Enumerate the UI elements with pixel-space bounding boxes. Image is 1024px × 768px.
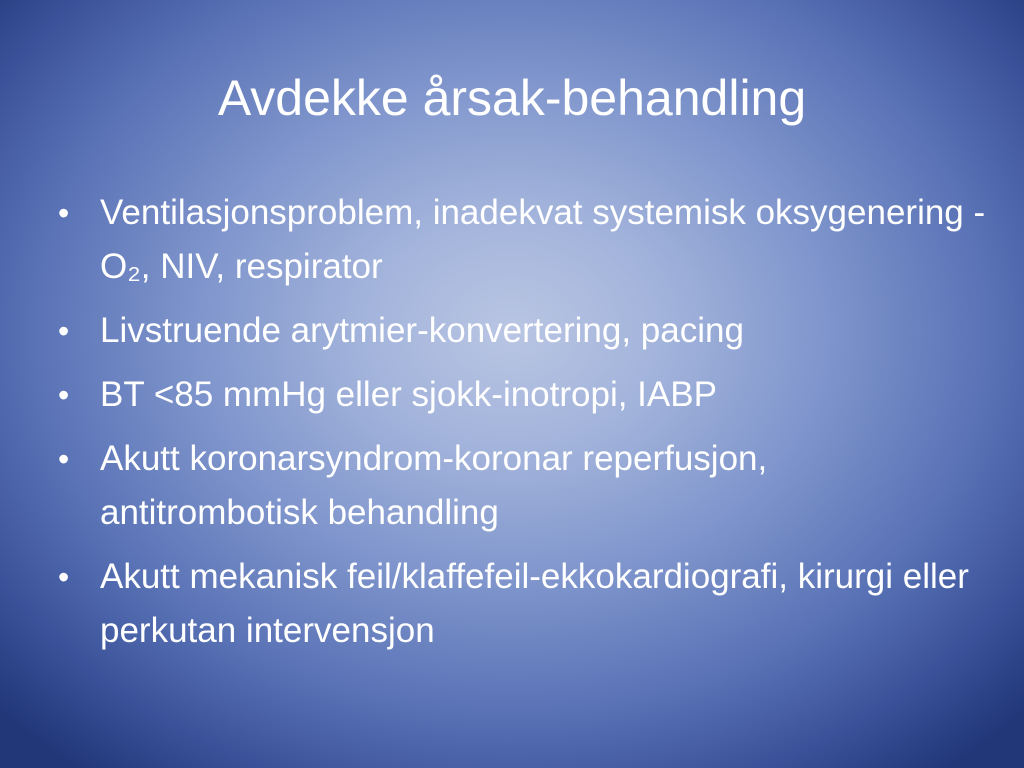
slide-title: Avdekke årsak-behandling <box>217 70 807 126</box>
bullet-text: Akutt koronarsyndrom-koronar reperfusjon, antitrombotisk behandling <box>100 439 768 532</box>
bullet-item <box>56 304 986 358</box>
bullet-dot-icon: • <box>58 195 70 231</box>
bullet-dot-icon: • <box>58 377 70 413</box>
bullet-text: Livstruende arytmier-konvertering, pacing <box>100 311 744 350</box>
bullet-dot-icon: • <box>58 441 70 477</box>
bullet-text: Akutt mekanisk feil/klaffefeil-ekkokardiografi, kirurgi eller perkutan intervensjon <box>100 557 969 650</box>
bullet-dot-icon: • <box>58 559 70 595</box>
bullet-item <box>56 368 986 422</box>
bullet-text: BT <85 mmHg eller sjokk-inotropi, IABP <box>100 375 717 414</box>
bullet-text: Ventilasjonsproblem, inadekvat systemisk oksygenering - O₂, NIV, respirator <box>100 193 986 286</box>
bullet-item <box>56 432 986 540</box>
bullet-item <box>56 550 986 658</box>
bullet-list <box>56 186 986 668</box>
bullet-dot-icon: • <box>58 313 70 349</box>
bullet-item <box>56 186 986 294</box>
